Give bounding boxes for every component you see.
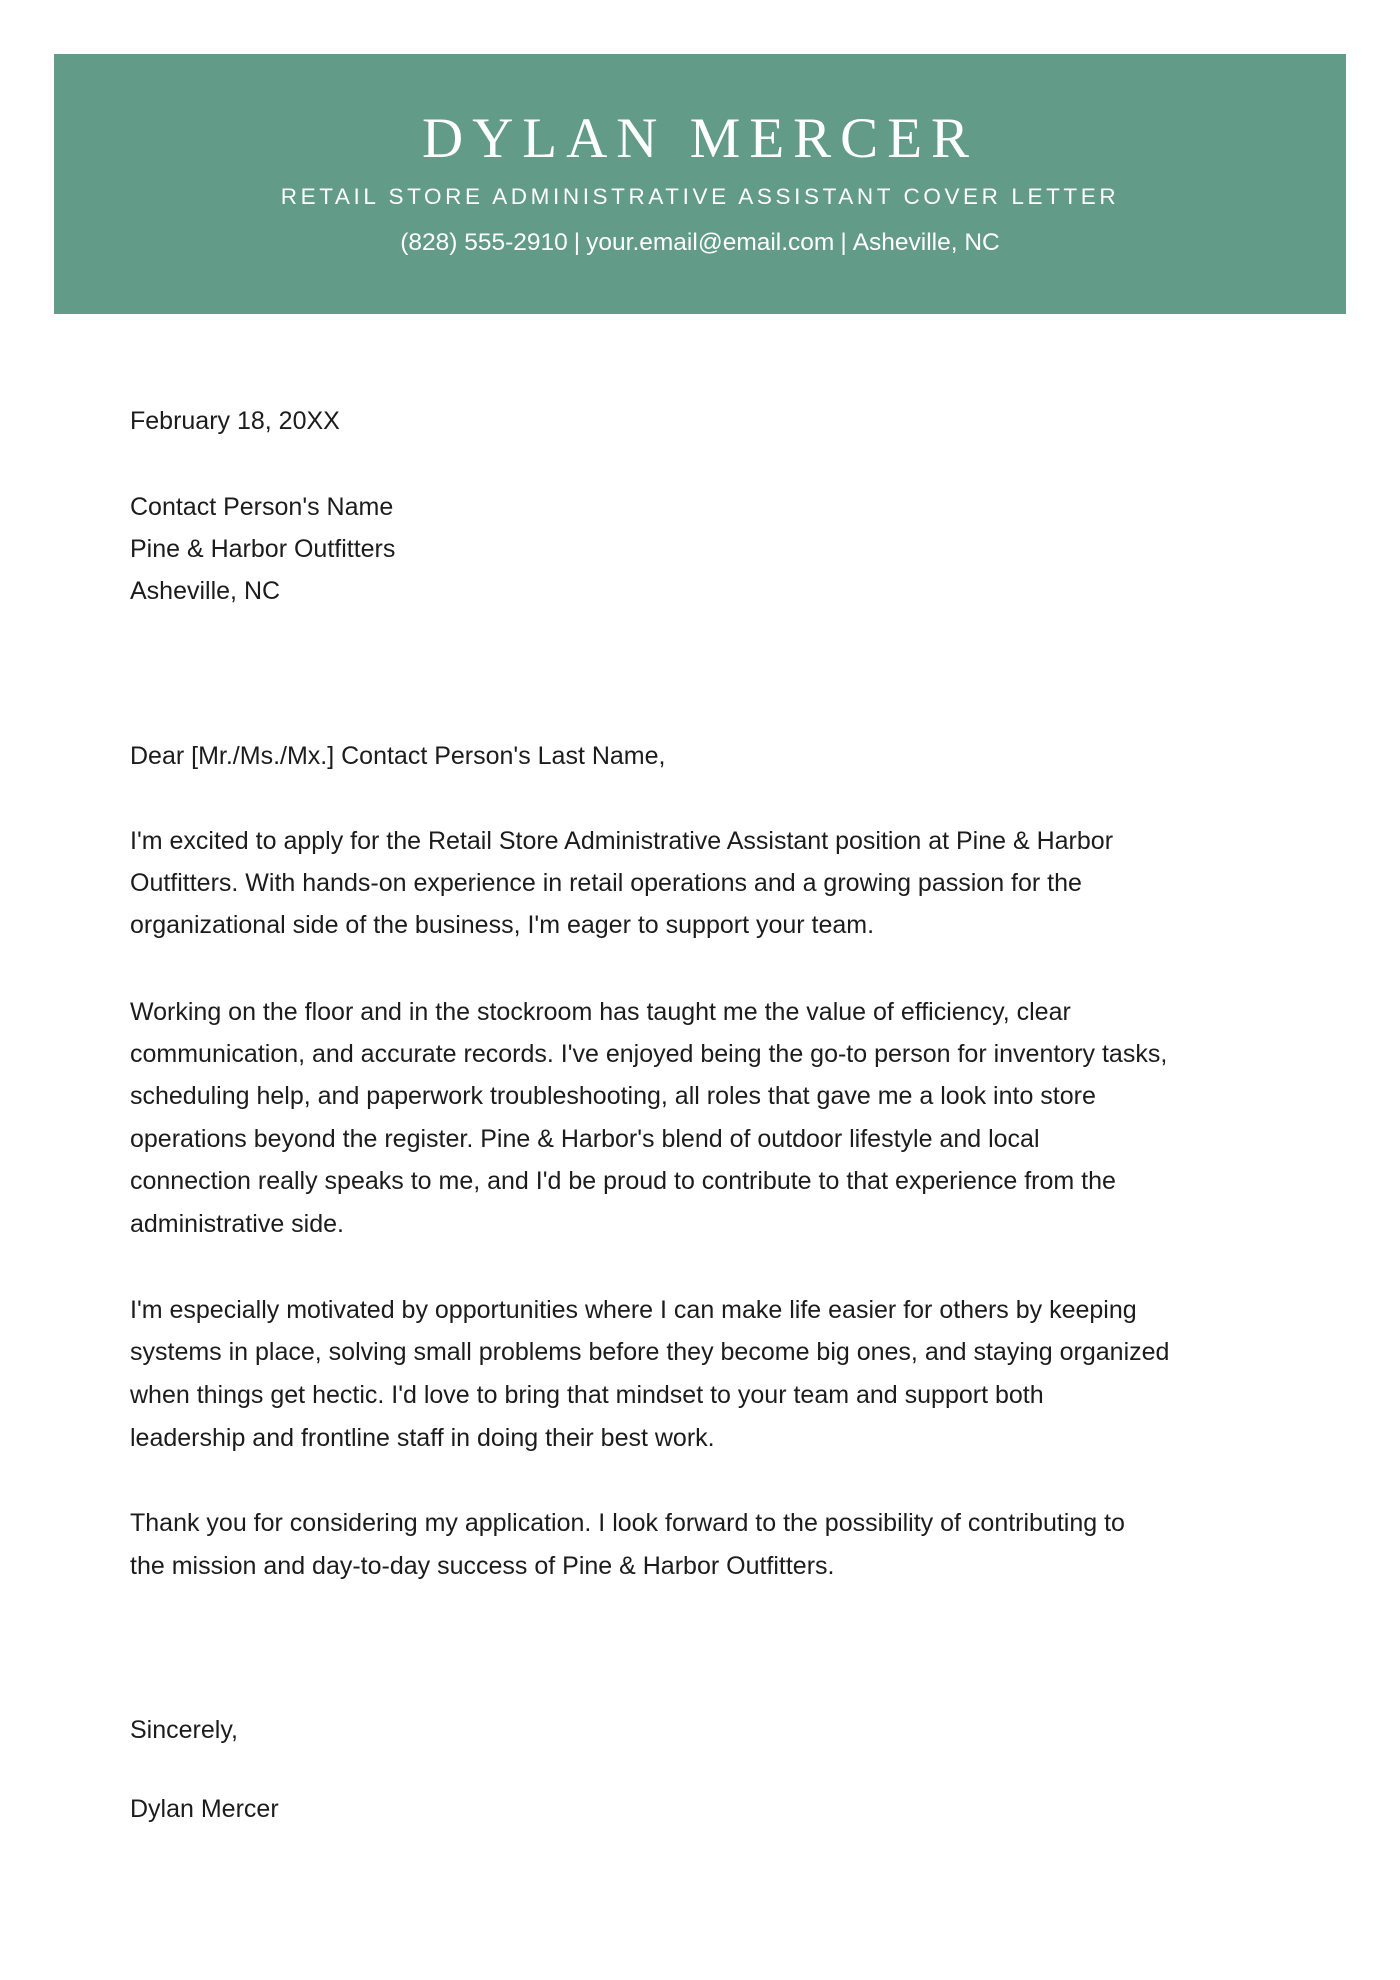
- paragraph-line: Working on the floor and in the stockroom has taught me the value of efficiency, clear: [130, 998, 1071, 1026]
- paragraph-line: administrative side.: [130, 1210, 344, 1238]
- contact-line: [54, 227, 1346, 259]
- paragraph-line: systems in place, solving small problems before they become big ones, and staying organized: [130, 1338, 1170, 1366]
- paragraph-line: when things get hectic. I'd love to bring that mindset to your team and support both: [130, 1381, 1044, 1409]
- paragraph-line: scheduling help, and paperwork troubleshooting, all roles that gave me a look into store: [130, 1082, 1096, 1110]
- paragraph-line: I'm especially motivated by opportunities where I can make life easier for others by keeping: [130, 1296, 1137, 1324]
- signature: Dylan Mercer: [130, 1795, 279, 1823]
- contact-phone: (828) 555-2910: [400, 229, 568, 256]
- applicant-name: DYLAN MERCER: [421, 107, 979, 170]
- paragraph-line: leadership and frontline staff in doing their best work.: [130, 1424, 715, 1452]
- paragraph-line: organizational side of the business, I'm eager to support your team.: [130, 911, 875, 939]
- recipient-name: Contact Person's Name: [130, 493, 394, 521]
- contact-email: your.email@email.com: [586, 229, 835, 256]
- recipient-company: Pine & Harbor Outfitters: [130, 535, 396, 563]
- letter-date: February 18, 20XX: [130, 407, 340, 435]
- recipient-location: Asheville, NC: [130, 577, 281, 605]
- separator: |: [573, 229, 581, 256]
- paragraph-line: communication, and accurate records. I've enjoyed being the go-to person for inventory tasks,: [130, 1040, 1168, 1068]
- paragraph-line: the mission and day-to-day success of Pine & Harbor Outfitters.: [130, 1552, 835, 1580]
- salutation: Dear [Mr./Ms./Mx.] Contact Person's Last Name,: [130, 742, 666, 770]
- paragraph-line: I'm excited to apply for the Retail Store Administrative Assistant position at Pine & Harbor: [130, 827, 1114, 855]
- separator: |: [840, 229, 847, 256]
- paragraph-line: connection really speaks to me, and I'd be proud to contribute to that experience from the: [130, 1167, 1116, 1195]
- document-subtitle: RETAIL STORE ADMINISTRATIVE ASSISTANT COVER LETTER: [280, 184, 1120, 209]
- header-banner: [54, 54, 1346, 314]
- paragraph-line: Outfitters. With hands-on experience in retail operations and a growing passion for the: [130, 869, 1082, 897]
- contact-location: Asheville, NC: [852, 229, 1000, 256]
- closing: Sincerely,: [130, 1716, 238, 1744]
- paragraph-line: Thank you for considering my application. I look forward to the possibility of contributing to: [130, 1509, 1125, 1537]
- paragraph-line: operations beyond the register. Pine & Harbor's blend of outdoor lifestyle and local: [130, 1125, 1040, 1153]
